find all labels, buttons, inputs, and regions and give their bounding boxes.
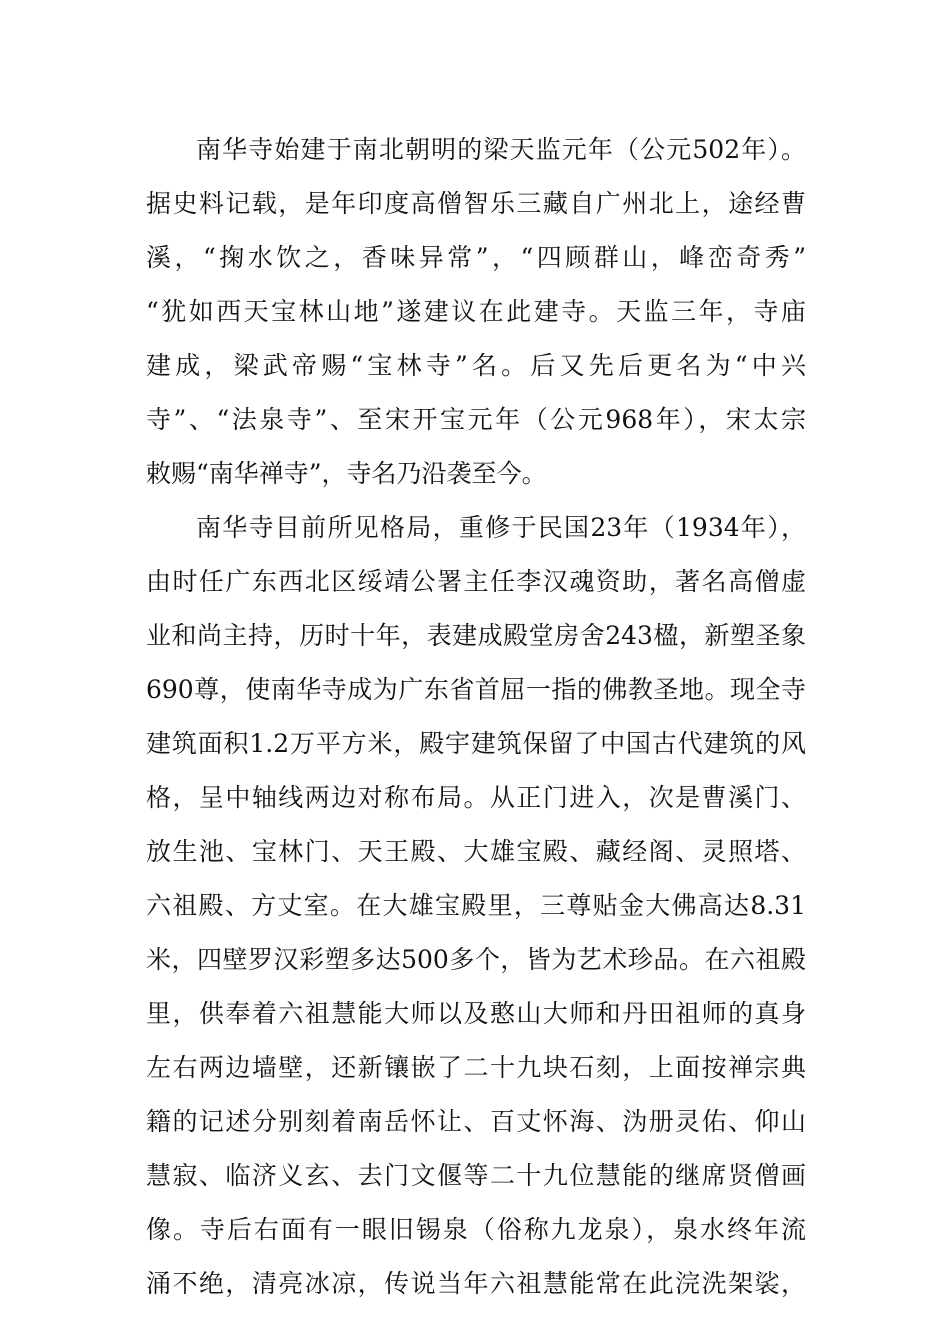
- paragraph-1-line-6: 寺”、“法泉寺”、至宋开宝元年（公元968年），宋太宗: [146, 405, 806, 434]
- paragraph-1-line-1: 南华寺始建于南北朝明的梁天监元年（公元502年）。: [196, 135, 806, 164]
- paragraph-2-line-4: 690尊，使南华寺成为广东省首屈一指的佛教圣地。现全寺: [146, 675, 806, 704]
- paragraph-2-line-1: 南华寺目前所见格局，重修于民国23年（1934年），: [196, 513, 806, 542]
- paragraph-2-line-14: 像。寺后右面有一眼旧锡泉（俗称九龙泉），泉水终年流: [146, 1215, 806, 1244]
- paragraph-2-line-10: 里，供奉着六祖慧能大师以及憨山大师和丹田祖师的真身: [146, 999, 806, 1028]
- paragraph-1-line-2: 据史料记载，是年印度高僧智乐三藏自广州北上，途经曹: [146, 189, 806, 218]
- paragraph-2-line-3: 业和尚主持，历时十年，表建成殿堂房舍243楹，新塑圣象: [146, 621, 806, 650]
- paragraph-2-line-5: 建筑面积1.2万平方米，殿宇建筑保留了中国古代建筑的风: [146, 729, 806, 758]
- paragraph-2-line-7: 放生池、宝林门、天王殿、大雄宝殿、藏经阁、灵照塔、: [146, 837, 806, 866]
- paragraph-1-line-3: 溪，“掬水饮之，香味异常”，“四顾群山，峰峦奇秀”: [146, 243, 806, 272]
- paragraph-1-line-7: 敕赐“南华禅寺”，寺名乃沿袭至今。: [146, 459, 547, 488]
- paragraph-2-line-6: 格，呈中轴线两边对称布局。从正门进入，次是曹溪门、: [146, 783, 806, 812]
- paragraph-1-line-4: “犹如西天宝林山地”遂建议在此建寺。天监三年，寺庙: [146, 297, 806, 326]
- paragraph-2-line-15: 涌不绝，清亮冰凉，传说当年六祖慧能常在此浣洗架裟，: [146, 1269, 806, 1298]
- paragraph-2-line-13: 慧寂、临济义玄、去门文偃等二十九位慧能的继席贤僧画: [146, 1161, 806, 1190]
- paragraph-2-line-11: 左右两边墙壁，还新镶嵌了二十九块石刻，上面按禅宗典: [146, 1053, 806, 1082]
- paragraph-2-line-9: 米，四壁罗汉彩塑多达500多个，皆为艺术珍品。在六祖殿: [146, 945, 806, 974]
- paragraph-2-line-8: 六祖殿、方丈室。在大雄宝殿里，三尊贴金大佛高达8.31: [146, 891, 806, 920]
- paragraph-1-line-5: 建成，梁武帝赐“宝林寺”名。后又先后更名为“中兴: [146, 351, 806, 380]
- paragraph-2-line-12: 籍的记述分别刻着南岳怀让、百丈怀海、沩册灵佑、仰山: [146, 1107, 806, 1136]
- paragraph-2-line-2: 由时任广东西北区绥靖公署主任李汉魂资助，著名高僧虚: [146, 567, 806, 596]
